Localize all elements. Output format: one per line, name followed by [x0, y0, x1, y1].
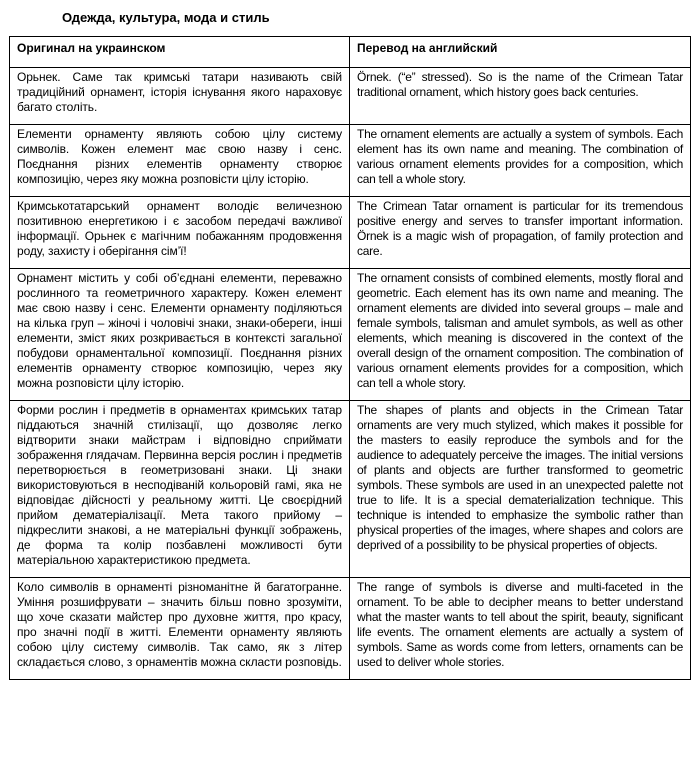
translation-cell: The range of symbols is diverse and multi-faceted in the ornament. To be able to decipher means to better understand what the master wants to tell about the spirit, beauty, significant life events. The ornament elements are actually a system of symbols. Same as words come from letters, ornaments can be used to deliver whole stories.: [350, 578, 691, 680]
table-header-row: [10, 37, 691, 68]
translation-cell: The ornament elements are actually a system of symbols. Each element has its own name and meaning. The combination of various ornament elements provides for a composition, which can tell a whole story.: [350, 125, 691, 197]
translation-cell: The ornament consists of combined elements, mostly floral and geometric. Each element has its own name and meaning. The ornament elements are divided into several groups – male and female symbols, talisman and amulet symbols, as well as other elements, which meaning is discovered in the context of the overall design of the ornament composition. The combination of various ornament elements provides for a composition, which can tell a whole story.: [350, 269, 691, 401]
original-cell: Кримськотатарський орнамент володіє величезною позитивною енергетикою і є засобом передачі важливої інформації. Орьнек є магічним побажанням продовження роду, захисту і оберігання сім’ї!: [10, 197, 350, 269]
translation-cell: Örnek. (“e” stressed). So is the name of the Crimean Tatar traditional ornament, which history goes back centuries.: [350, 68, 691, 125]
original-cell: Орнамент містить у собі об’єднані елементи, переважно рослинного та геометричного характеру. Кожен елемент має свою назву і сенс. Елементи орнаменту поділяються на кілька груп – жіночі і чоловічі знаки, знаки-обереги, інші елементи, зміст яких розкривається в контексті загальної побудови орнаментальної композиції. Поєднання різних елементів орнаменту створює композицію, через яку можна розповісти цілу історію.: [10, 269, 350, 401]
table-row: [10, 401, 691, 578]
original-cell: Елементи орнаменту являють собою цілу систему символів. Кожен елемент має свою назву і сенс. Поєднання різних елементів орнаменту створює композицію, через яку можна розповісти цілу історію.: [10, 125, 350, 197]
table-row: [10, 125, 691, 197]
page-title: Одежда, культура, мода и стиль: [62, 10, 270, 25]
translation-table: [9, 36, 691, 680]
original-cell: Орьнек. Саме так кримські татари називають свій традиційний орнамент, історія існування якого нараховує багато століть.: [10, 68, 350, 125]
table-row: [10, 197, 691, 269]
translation-cell: The Crimean Tatar ornament is particular for its tremendous positive energy and serves to transfer important information. Örnek is a magic wish of propagation, of family protection and care.: [350, 197, 691, 269]
header-translation: Перевод на английский: [350, 37, 691, 68]
table-row: [10, 578, 691, 680]
original-cell: Форми рослин і предметів в орнаментах кримських татар піддаються значній стилізації, що дозволяє легко відтворити знаки майстрам і відповідно сприймати зображення глядачам. Первинна версія рослин і предметів перетворюється в геометризовані знаки. Ці знаки використовуються в несподіваній кольоровій гамі, яка не відповідає дійсності у реальному житті. Це своєрідний прийом дематеріалізації. Мета такого прийому – підкреслити знакові, а не матеріальні функції зображень, де форма та колір позбавлені можливості бути матеріальною характеристикою предмета.: [10, 401, 350, 578]
table-row: [10, 68, 691, 125]
header-original: Оригинал на украинском: [10, 37, 350, 68]
table-row: [10, 269, 691, 401]
translation-cell: The shapes of plants and objects in the Crimean Tatar ornaments are very much stylized, which makes it possible for the masters to easily reproduce the symbols and for the audience to adequately perceive the images. The initial versions of plants and objects are further transformed to geometric symbols. These symbols are used in an unexpected palette not true to life. It is a special dematerialization technique. This technique is intended to emphasize the symbolic rather than physical properties of the images, where shapes and colors are deprived of a possibility to be physical properties of objects.: [350, 401, 691, 578]
original-cell: Коло символів в орнаменті різноманітне й багатогранне. Уміння розшифрувати – значить більш повно зрозуміти, що хоче сказати майстер про духовне життя, про красу, про значні події в житті. Елементи орнаменту являють собою цілу систему символів. Так само, як з літер складається слово, з орнаментів можна скласти розповідь.: [10, 578, 350, 680]
